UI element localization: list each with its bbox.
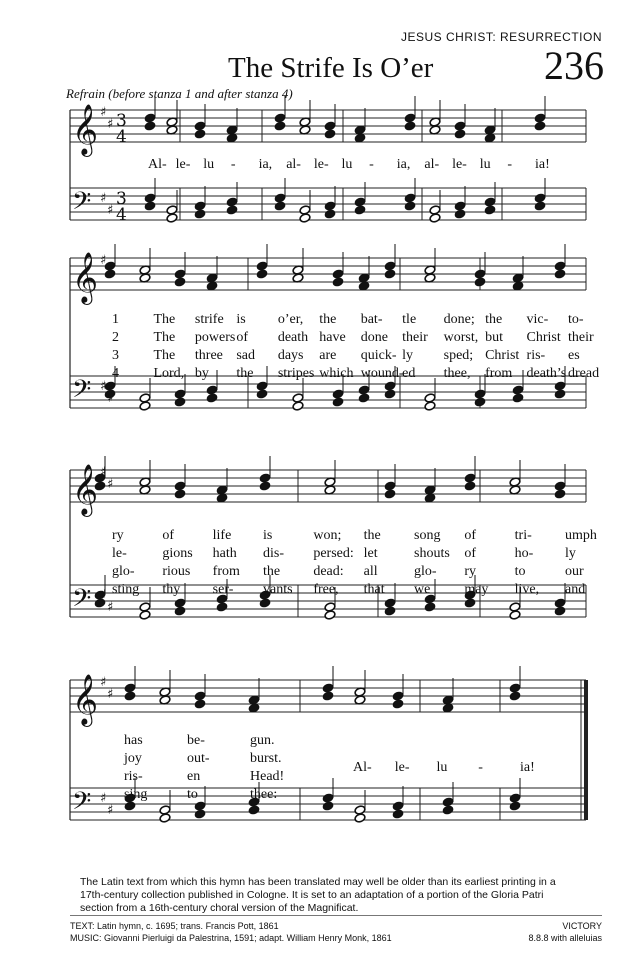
note-head (474, 389, 486, 399)
lyric-syllable: we (414, 582, 431, 597)
lyric-syllable: burst. (250, 751, 282, 766)
lyric-syllable: tri- (514, 528, 532, 543)
sharp-sign: ♯ (100, 105, 107, 120)
footer-divider (70, 915, 602, 916)
lyric-syllable: al- (424, 157, 440, 172)
treble-clef: 𝄞 (72, 104, 99, 155)
lyric-syllable: bat- (360, 312, 383, 327)
note-head (404, 121, 416, 131)
time-signature-top: 3 (116, 111, 127, 131)
note-head (256, 389, 268, 399)
sharp-sign: ♯ (107, 600, 114, 615)
note-head (256, 269, 268, 279)
meter: 8.8.8 with alleluias (528, 933, 602, 943)
lyric-syllable: - (230, 157, 236, 172)
lyric-syllable: ia, (396, 157, 411, 172)
lyric-syllable: won; (313, 528, 342, 543)
note-head (124, 683, 136, 693)
time-signature-bottom: 4 (116, 205, 127, 225)
lyric-syllable: rious (162, 564, 191, 579)
note-head (324, 201, 336, 211)
note-head (174, 481, 186, 491)
lyric-syllable: - (369, 157, 374, 172)
lyric-syllable: which (319, 366, 354, 381)
lyric-syllable: gun. (250, 733, 275, 748)
lyric-syllable: the (263, 564, 281, 579)
note-head (322, 691, 334, 701)
note-head (474, 269, 486, 279)
lyric-syllable: is (263, 528, 273, 543)
lyric-syllable: 3 (112, 348, 119, 363)
note-head (454, 121, 466, 131)
lyric-syllable: Christ (485, 348, 520, 363)
lyric-syllable: from (212, 564, 240, 579)
lyric-syllable: The (153, 312, 176, 327)
sharp-sign: ♯ (100, 191, 107, 206)
note-head (206, 393, 218, 403)
note-head (248, 805, 260, 815)
lyric-syllable: lu (341, 157, 353, 172)
lyric-syllable: life (212, 528, 232, 543)
note-head (274, 113, 286, 123)
lyric-syllable: glo- (414, 564, 437, 579)
note-head (322, 683, 334, 693)
lyric-syllable: stripes (277, 366, 315, 381)
lyric-syllable: days (277, 348, 304, 363)
sharp-sign: ♯ (100, 465, 107, 480)
note-head (166, 213, 178, 223)
note-head (464, 598, 476, 608)
note-head (554, 381, 566, 391)
note-head (256, 381, 268, 391)
lyric-syllable: le- (112, 546, 127, 561)
lyric-syllable: their (402, 330, 428, 345)
lyric-syllable: le- (313, 157, 329, 172)
note-head (194, 201, 206, 211)
lyric-syllable: ry (464, 564, 476, 579)
time-signature-bottom: 4 (116, 127, 127, 147)
treble-clef: 𝄞 (72, 674, 99, 725)
lyric-syllable: the (236, 366, 254, 381)
note-head (354, 205, 366, 215)
lyric-syllable: to (514, 564, 526, 579)
note-head (322, 801, 334, 811)
lyric-syllable: dread (568, 366, 600, 381)
note-head (194, 691, 206, 701)
note-head (384, 606, 396, 616)
lyric-syllable: the (363, 528, 381, 543)
lyric-syllable: thy (162, 582, 181, 597)
lyric-syllable: Christ (526, 330, 561, 345)
lyric-syllable: done (360, 330, 388, 345)
note-head (442, 805, 454, 815)
lyric-syllable: let (363, 546, 378, 561)
lyric-syllable: to- (568, 312, 584, 327)
note-head (124, 691, 136, 701)
lyric-syllable: o’er, (277, 312, 304, 327)
note-head (139, 610, 151, 620)
note-head (512, 393, 524, 403)
note-head (554, 606, 566, 616)
note-head (274, 201, 286, 211)
note-head (206, 385, 218, 395)
lyric-syllable: Al- (353, 760, 372, 775)
lyric-syllable: thee, (443, 366, 471, 381)
lyric-syllable: ho- (514, 546, 534, 561)
lyric-syllable: ris- (526, 348, 546, 363)
lyric-syllable: le- (394, 760, 410, 775)
refrain-word: Refrain (66, 86, 105, 101)
lyric-syllable: lu (203, 157, 215, 172)
lyric-syllable: le- (452, 157, 467, 172)
note-head (464, 481, 476, 491)
note-head (226, 197, 238, 207)
note-head (534, 121, 546, 131)
note-head (256, 261, 268, 271)
lyric-syllable: all (363, 564, 378, 579)
note-head (474, 277, 486, 287)
lyric-syllable: of (162, 528, 174, 543)
note-head (354, 813, 366, 823)
note-head (509, 801, 521, 811)
note-head (226, 205, 238, 215)
sharp-sign: ♯ (100, 253, 107, 268)
note-head (174, 389, 186, 399)
lyric-syllable: that (363, 582, 385, 597)
lyric-syllable: en (187, 769, 201, 784)
lyric-syllable: out- (187, 751, 210, 766)
lyric-syllable: death (277, 330, 309, 345)
lyric-syllable: persed: (313, 546, 354, 561)
note-head (534, 113, 546, 123)
lyric-syllable: of (464, 528, 476, 543)
lyric-syllable: are (319, 348, 337, 363)
lyric-syllable: wound- (360, 366, 404, 381)
hymn-number: 236 (544, 43, 604, 88)
lyric-syllable: Al- (148, 157, 167, 172)
lyric-syllable: of (464, 546, 476, 561)
note-head (464, 473, 476, 483)
note-head (174, 606, 186, 616)
lyric-syllable: Head! (250, 769, 285, 784)
lyric-syllable: hath (212, 546, 237, 561)
lyric-syllable: gions (162, 546, 193, 561)
note-head (554, 269, 566, 279)
lyric-syllable: - (478, 760, 483, 775)
note-head (512, 385, 524, 395)
lyric-syllable: the (485, 312, 503, 327)
note-head (259, 598, 271, 608)
lyric-syllable: lu (436, 760, 448, 775)
note-head (404, 193, 416, 203)
note-head (429, 213, 441, 223)
lyric-syllable: dis- (263, 546, 284, 561)
music-credit: MUSIC: Giovanni Pierluigi da Palestrina, 1591; adapt. William Henry Monk, 1861 (70, 933, 392, 943)
bass-clef: 𝄢 (72, 584, 92, 619)
note-head (159, 813, 171, 823)
lyric-syllable: sting (112, 582, 140, 597)
note-head (509, 683, 521, 693)
lyric-syllable: may (464, 582, 489, 597)
sharp-sign: ♯ (100, 379, 107, 394)
lyric-syllable: from (485, 366, 513, 381)
lyric-syllable: have (319, 330, 346, 345)
note-head (194, 129, 206, 139)
lyric-syllable: ly (565, 546, 576, 561)
lyric-syllable: quick- (360, 348, 397, 363)
footer-credits (70, 920, 392, 944)
lyric-syllable: 2 (112, 330, 119, 345)
lyric-syllable: dead: (313, 564, 344, 579)
lyric-syllable: ia, (258, 157, 273, 172)
note-head (384, 261, 396, 271)
note-head (174, 269, 186, 279)
tune-name: VICTORY (562, 921, 602, 931)
time-signature-top: 3 (116, 189, 127, 209)
note-head (392, 809, 404, 819)
note-head (554, 489, 566, 499)
lyric-syllable: ia! (520, 760, 535, 775)
note-head (384, 481, 396, 491)
lyric-syllable: glo- (112, 564, 135, 579)
note-head (144, 121, 156, 131)
note-head (484, 205, 496, 215)
lyric-syllable: thee: (250, 787, 278, 802)
sharp-sign: ♯ (107, 117, 114, 132)
tune-info (528, 920, 602, 944)
lyric-syllable: - (507, 157, 513, 172)
note-head (324, 209, 336, 219)
lyric-syllable: ia! (535, 157, 550, 172)
note-head (259, 481, 271, 491)
lyric-syllable: of (236, 330, 249, 345)
note-head (509, 610, 521, 620)
note-head (392, 699, 404, 709)
lyric-syllable: 1 (112, 312, 119, 327)
note-head (534, 193, 546, 203)
note-head (554, 261, 566, 271)
refrain-note: (before stanza 1 and after stanza 4) (108, 86, 293, 101)
lyric-syllable: death’s (526, 366, 567, 381)
lyric-syllable: song (414, 528, 441, 543)
lyric-syllable: ed (402, 366, 416, 381)
note-head (404, 201, 416, 211)
note-head (424, 602, 436, 612)
note-head (442, 797, 454, 807)
note-head (274, 193, 286, 203)
lyric-syllable: the (319, 312, 337, 327)
note-head (404, 113, 416, 123)
lyric-syllable: joy (124, 751, 142, 766)
note-head (144, 193, 156, 203)
sharp-sign: ♯ (107, 687, 114, 702)
lyric-syllable: tle (402, 312, 417, 327)
note-head (174, 489, 186, 499)
footnote: The Latin text from which this hymn has been translated may well be older than its earliest printing in a 17th-century collection published in Cologne. It is set to an adaptation of a portion of the Gloria Patri section from a 16th-century choral version of the Magnificat. (80, 876, 556, 914)
note-head (194, 699, 206, 709)
lyric-syllable: done; (443, 312, 475, 327)
note-head (554, 389, 566, 399)
sharp-sign: ♯ (107, 265, 114, 280)
lyric-syllable: The (153, 348, 176, 363)
hymn-title: The Strife Is O’er (228, 52, 434, 84)
lyric-syllable: vic- (526, 312, 549, 327)
note-head (384, 389, 396, 399)
lyric-syllable: sped; (443, 348, 474, 363)
lyric-syllable: shouts (414, 546, 450, 561)
note-head (332, 389, 344, 399)
note-head (354, 197, 366, 207)
note-head (324, 121, 336, 131)
treble-clef: 𝄞 (72, 252, 99, 303)
lyric-syllable: ris- (124, 769, 143, 784)
lyric-syllable: but (485, 330, 503, 345)
note-head (454, 129, 466, 139)
lyric-syllable: live, (514, 582, 540, 597)
lyric-syllable: sad (236, 348, 256, 363)
lyric-syllable: le- (175, 157, 191, 172)
sharp-sign: ♯ (100, 588, 107, 603)
note-head (554, 481, 566, 491)
sharp-sign: ♯ (100, 675, 107, 690)
lyric-syllable: sing (124, 787, 148, 802)
note-head (384, 598, 396, 608)
lyric-syllable: umph (565, 528, 597, 543)
lyric-syllable: Lord, (153, 366, 185, 381)
text-credit: TEXT: Latin hymn, c. 1695; trans. Francis Pott, 1861 (70, 921, 279, 931)
lyric-syllable: by (194, 366, 209, 381)
lyric-syllable: strife (194, 312, 224, 327)
note-head (454, 201, 466, 211)
note-head (332, 277, 344, 287)
note-head (534, 201, 546, 211)
lyric-syllable: free, (313, 582, 339, 597)
note-head (259, 473, 271, 483)
note-head (474, 397, 486, 407)
note-head (358, 393, 370, 403)
note-head (144, 113, 156, 123)
note-head (454, 209, 466, 219)
note-head (392, 691, 404, 701)
note-head (384, 269, 396, 279)
note-head (509, 691, 521, 701)
lyric-syllable: to (187, 787, 198, 802)
note-head (174, 277, 186, 287)
lyric-syllable: has (124, 733, 143, 748)
note-head (174, 397, 186, 407)
sharp-sign: ♯ (107, 203, 114, 218)
note-head (194, 809, 206, 819)
note-head (424, 401, 436, 411)
bass-clef: 𝄢 (72, 187, 92, 222)
note-head (358, 385, 370, 395)
lyric-syllable: be- (187, 733, 205, 748)
note-head (216, 602, 228, 612)
section-label: JESUS CHRIST: RESURRECTION (400, 30, 602, 44)
note-head (139, 401, 151, 411)
note-head (274, 121, 286, 131)
lyric-syllable: worst, (443, 330, 479, 345)
lyric-syllable: their (568, 330, 594, 345)
sharp-sign: ♯ (100, 791, 107, 806)
note-head (324, 610, 336, 620)
note-head (299, 213, 311, 223)
lyric-syllable: 4 (112, 366, 119, 381)
lyric-syllable: The (153, 330, 176, 345)
note-head (384, 381, 396, 391)
lyric-syllable: powers (194, 330, 236, 345)
note-head (174, 598, 186, 608)
treble-clef: 𝄞 (72, 464, 99, 515)
note-head (144, 201, 156, 211)
note-head (292, 401, 304, 411)
note-head (194, 121, 206, 131)
lyric-syllable: and (565, 582, 586, 597)
note-head (322, 793, 334, 803)
bass-clef: 𝄢 (72, 375, 92, 410)
lyric-syllable: al- (286, 157, 301, 172)
lyric-syllable: ry (112, 528, 124, 543)
note-head (384, 489, 396, 499)
lyric-syllable: our (565, 564, 584, 579)
note-head (332, 397, 344, 407)
sharp-sign: ♯ (107, 477, 114, 492)
lyric-syllable: vants (263, 582, 293, 597)
note-head (509, 793, 521, 803)
lyric-syllable: three (194, 348, 223, 363)
lyric-syllable: ly (402, 348, 414, 363)
lyric-syllable: is (236, 312, 246, 327)
lyric-syllable: lu (479, 157, 491, 172)
note-head (554, 598, 566, 608)
lyric-syllable: ser- (212, 582, 234, 597)
lyric-syllable: es (568, 348, 580, 363)
note-head (484, 197, 496, 207)
note-head (392, 801, 404, 811)
note-head (332, 269, 344, 279)
sharp-sign: ♯ (107, 391, 114, 406)
note-head (194, 209, 206, 219)
bass-clef: 𝄢 (72, 787, 92, 822)
sharp-sign: ♯ (107, 803, 114, 818)
note-head (324, 129, 336, 139)
